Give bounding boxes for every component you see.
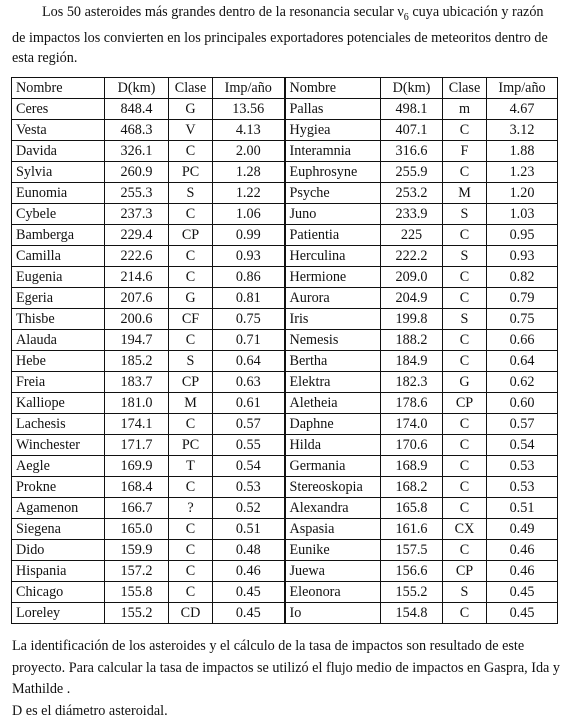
cell-diameter: 171.7 bbox=[105, 435, 169, 456]
cell-name-2: Hygiea bbox=[285, 120, 381, 141]
table-row bbox=[12, 372, 558, 393]
cell-name: Eugenia bbox=[12, 267, 105, 288]
table-row bbox=[12, 120, 558, 141]
cell-impacts: 0.51 bbox=[213, 519, 285, 540]
cell-class-2: CP bbox=[443, 561, 487, 582]
cell-name-2: Alexandra bbox=[285, 498, 381, 519]
cell-diameter: 200.6 bbox=[105, 309, 169, 330]
cell-name-2: Psyche bbox=[285, 183, 381, 204]
cell-diameter-2: 498.1 bbox=[381, 99, 443, 120]
cell-diameter: 155.8 bbox=[105, 582, 169, 603]
table-row bbox=[12, 99, 558, 120]
cell-class: V bbox=[169, 120, 213, 141]
table-row bbox=[12, 393, 558, 414]
cell-class-2: G bbox=[443, 372, 487, 393]
cell-diameter: 185.2 bbox=[105, 351, 169, 372]
cell-name-2: Stereoskopia bbox=[285, 477, 381, 498]
cell-diameter: 169.9 bbox=[105, 456, 169, 477]
cell-diameter-2: 222.2 bbox=[381, 246, 443, 267]
table-row bbox=[12, 414, 558, 435]
cell-name: Dido bbox=[12, 540, 105, 561]
cell-impacts-2: 0.45 bbox=[487, 582, 558, 603]
cell-name: Bamberga bbox=[12, 225, 105, 246]
cell-diameter: 155.2 bbox=[105, 603, 169, 624]
cell-impacts: 1.06 bbox=[213, 204, 285, 225]
footnote-paragraph-1: La identificación de los asteroides y el cálculo de la tasa de impactos son resultado de este proyecto. Para calcular la tasa de impactos se utilizó el flujo medio de impactos en Gaspra, Ida y Mathilde . bbox=[12, 638, 560, 697]
cell-impacts: 0.48 bbox=[213, 540, 285, 561]
cell-impacts-2: 0.66 bbox=[487, 330, 558, 351]
cell-diameter-2: 165.8 bbox=[381, 498, 443, 519]
cell-impacts: 0.64 bbox=[213, 351, 285, 372]
cell-name-2: Germania bbox=[285, 456, 381, 477]
cell-diameter-2: 184.9 bbox=[381, 351, 443, 372]
cell-name-2: Eunike bbox=[285, 540, 381, 561]
cell-class: C bbox=[169, 246, 213, 267]
cell-impacts-2: 0.49 bbox=[487, 519, 558, 540]
caption-text-before: Los 50 asteroides más grandes dentro de la resonancia secular bbox=[42, 4, 398, 20]
cell-class-2: m bbox=[443, 99, 487, 120]
table-row bbox=[12, 309, 558, 330]
cell-name: Camilla bbox=[12, 246, 105, 267]
cell-name-2: Bertha bbox=[285, 351, 381, 372]
table-row bbox=[12, 561, 558, 582]
table-row bbox=[12, 288, 558, 309]
table-row bbox=[12, 435, 558, 456]
cell-class: S bbox=[169, 351, 213, 372]
cell-diameter-2: 157.5 bbox=[381, 540, 443, 561]
cell-impacts-2: 0.46 bbox=[487, 540, 558, 561]
header-clase: Clase bbox=[169, 78, 213, 99]
cell-class-2: S bbox=[443, 204, 487, 225]
cell-name: Cybele bbox=[12, 204, 105, 225]
table-row bbox=[12, 603, 558, 624]
cell-impacts: 0.75 bbox=[213, 309, 285, 330]
cell-name-2: Elektra bbox=[285, 372, 381, 393]
cell-diameter-2: 178.6 bbox=[381, 393, 443, 414]
table-caption bbox=[12, 2, 560, 68]
cell-impacts: 0.45 bbox=[213, 582, 285, 603]
cell-diameter-2: 168.2 bbox=[381, 477, 443, 498]
cell-impacts-2: 0.45 bbox=[487, 603, 558, 624]
cell-name: Lachesis bbox=[12, 414, 105, 435]
cell-name: Prokne bbox=[12, 477, 105, 498]
cell-impacts-2: 0.57 bbox=[487, 414, 558, 435]
table-row bbox=[12, 162, 558, 183]
cell-diameter-2: 188.2 bbox=[381, 330, 443, 351]
cell-class: C bbox=[169, 519, 213, 540]
cell-class: G bbox=[169, 99, 213, 120]
cell-name: Vesta bbox=[12, 120, 105, 141]
cell-class-2: C bbox=[443, 225, 487, 246]
cell-diameter-2: 407.1 bbox=[381, 120, 443, 141]
cell-class-2: S bbox=[443, 309, 487, 330]
cell-diameter: 166.7 bbox=[105, 498, 169, 519]
table-row bbox=[12, 498, 558, 519]
cell-class-2: S bbox=[443, 582, 487, 603]
cell-class-2: C bbox=[443, 498, 487, 519]
asteroid-table bbox=[11, 77, 558, 624]
cell-diameter-2: 209.0 bbox=[381, 267, 443, 288]
table-row bbox=[12, 519, 558, 540]
cell-class: C bbox=[169, 582, 213, 603]
table-row bbox=[12, 456, 558, 477]
cell-impacts: 0.52 bbox=[213, 498, 285, 519]
cell-name-2: Io bbox=[285, 603, 381, 624]
table-row bbox=[12, 582, 558, 603]
cell-diameter-2: 255.9 bbox=[381, 162, 443, 183]
cell-diameter: 222.6 bbox=[105, 246, 169, 267]
cell-name-2: Hermione bbox=[285, 267, 381, 288]
cell-name: Agamenon bbox=[12, 498, 105, 519]
cell-class-2: C bbox=[443, 267, 487, 288]
cell-name: Loreley bbox=[12, 603, 105, 624]
table-row bbox=[12, 141, 558, 162]
cell-class-2: M bbox=[443, 183, 487, 204]
cell-impacts: 13.56 bbox=[213, 99, 285, 120]
cell-impacts-2: 0.60 bbox=[487, 393, 558, 414]
cell-class-2: C bbox=[443, 540, 487, 561]
cell-class: CF bbox=[169, 309, 213, 330]
table-row bbox=[12, 330, 558, 351]
cell-name-2: Juno bbox=[285, 204, 381, 225]
cell-impacts: 0.81 bbox=[213, 288, 285, 309]
cell-class: C bbox=[169, 141, 213, 162]
cell-impacts: 0.61 bbox=[213, 393, 285, 414]
cell-class-2: C bbox=[443, 477, 487, 498]
header-diametro-2: D(km) bbox=[381, 78, 443, 99]
cell-diameter: 326.1 bbox=[105, 141, 169, 162]
cell-class-2: F bbox=[443, 141, 487, 162]
footnote-paragraph-2: D es el diámetro asteroidal. bbox=[12, 702, 168, 719]
cell-name: Ceres bbox=[12, 99, 105, 120]
cell-diameter-2: 174.0 bbox=[381, 414, 443, 435]
table-row bbox=[12, 225, 558, 246]
cell-name-2: Herculina bbox=[285, 246, 381, 267]
header-nombre-2: Nombre bbox=[285, 78, 381, 99]
cell-impacts-2: 0.54 bbox=[487, 435, 558, 456]
table-row bbox=[12, 204, 558, 225]
cell-impacts-2: 0.79 bbox=[487, 288, 558, 309]
cell-impacts: 2.00 bbox=[213, 141, 285, 162]
cell-name: Aegle bbox=[12, 456, 105, 477]
cell-class-2: C bbox=[443, 435, 487, 456]
cell-class: T bbox=[169, 456, 213, 477]
cell-name-2: Juewa bbox=[285, 561, 381, 582]
cell-diameter-2: 155.2 bbox=[381, 582, 443, 603]
cell-diameter: 848.4 bbox=[105, 99, 169, 120]
cell-class-2: C bbox=[443, 414, 487, 435]
cell-impacts-2: 4.67 bbox=[487, 99, 558, 120]
header-diametro: D(km) bbox=[105, 78, 169, 99]
cell-impacts: 1.22 bbox=[213, 183, 285, 204]
nu-subscript: 6 bbox=[403, 11, 409, 23]
cell-class: CD bbox=[169, 603, 213, 624]
cell-name-2: Aspasia bbox=[285, 519, 381, 540]
cell-class: C bbox=[169, 204, 213, 225]
cell-name: Egeria bbox=[12, 288, 105, 309]
cell-diameter: 207.6 bbox=[105, 288, 169, 309]
cell-name: Hebe bbox=[12, 351, 105, 372]
cell-class-2: C bbox=[443, 456, 487, 477]
cell-name-2: Aurora bbox=[285, 288, 381, 309]
cell-impacts-2: 1.20 bbox=[487, 183, 558, 204]
cell-impacts-2: 0.53 bbox=[487, 456, 558, 477]
cell-impacts: 0.99 bbox=[213, 225, 285, 246]
header-clase-2: Clase bbox=[443, 78, 487, 99]
cell-name-2: Aletheia bbox=[285, 393, 381, 414]
cell-name-2: Nemesis bbox=[285, 330, 381, 351]
cell-name-2: Daphne bbox=[285, 414, 381, 435]
cell-name: Winchester bbox=[12, 435, 105, 456]
table-row bbox=[12, 267, 558, 288]
cell-impacts-2: 0.75 bbox=[487, 309, 558, 330]
cell-class-2: CP bbox=[443, 393, 487, 414]
cell-diameter-2: 170.6 bbox=[381, 435, 443, 456]
cell-diameter: 183.7 bbox=[105, 372, 169, 393]
cell-impacts-2: 0.64 bbox=[487, 351, 558, 372]
cell-diameter: 159.9 bbox=[105, 540, 169, 561]
cell-impacts: 0.57 bbox=[213, 414, 285, 435]
cell-diameter: 229.4 bbox=[105, 225, 169, 246]
cell-impacts: 0.53 bbox=[213, 477, 285, 498]
cell-class: PC bbox=[169, 162, 213, 183]
cell-diameter-2: 182.3 bbox=[381, 372, 443, 393]
caption-text-after: cuya ubicación y razón de impactos los convierten en los principales exportadores potenciales de meteoritos dentro de esta región. bbox=[12, 4, 548, 66]
header-nombre: Nombre bbox=[12, 78, 105, 99]
cell-name: Eunomia bbox=[12, 183, 105, 204]
cell-class: C bbox=[169, 540, 213, 561]
cell-diameter-2: 225 bbox=[381, 225, 443, 246]
cell-diameter-2: 154.8 bbox=[381, 603, 443, 624]
cell-class: G bbox=[169, 288, 213, 309]
cell-name-2: Euphrosyne bbox=[285, 162, 381, 183]
cell-class-2: C bbox=[443, 603, 487, 624]
cell-impacts: 0.86 bbox=[213, 267, 285, 288]
table-row bbox=[12, 183, 558, 204]
cell-name: Siegena bbox=[12, 519, 105, 540]
table-row bbox=[12, 540, 558, 561]
cell-diameter: 260.9 bbox=[105, 162, 169, 183]
table-row bbox=[12, 477, 558, 498]
cell-class-2: C bbox=[443, 120, 487, 141]
nu-symbol: ν bbox=[397, 4, 404, 20]
cell-class-2: CX bbox=[443, 519, 487, 540]
cell-impacts-2: 0.53 bbox=[487, 477, 558, 498]
table-footnote bbox=[12, 636, 560, 722]
header-impactos-2: Imp/año bbox=[487, 78, 558, 99]
cell-class-2: C bbox=[443, 351, 487, 372]
cell-diameter-2: 199.8 bbox=[381, 309, 443, 330]
cell-name-2: Eleonora bbox=[285, 582, 381, 603]
cell-impacts: 0.54 bbox=[213, 456, 285, 477]
cell-class-2: C bbox=[443, 288, 487, 309]
cell-impacts-2: 0.62 bbox=[487, 372, 558, 393]
cell-impacts-2: 1.03 bbox=[487, 204, 558, 225]
cell-diameter: 214.6 bbox=[105, 267, 169, 288]
cell-name: Freia bbox=[12, 372, 105, 393]
cell-class: PC bbox=[169, 435, 213, 456]
cell-name-2: Interamnia bbox=[285, 141, 381, 162]
cell-impacts: 0.71 bbox=[213, 330, 285, 351]
cell-name: Kalliope bbox=[12, 393, 105, 414]
cell-class: CP bbox=[169, 225, 213, 246]
cell-diameter: 174.1 bbox=[105, 414, 169, 435]
cell-impacts: 0.45 bbox=[213, 603, 285, 624]
cell-class-2: C bbox=[443, 162, 487, 183]
cell-impacts-2: 1.88 bbox=[487, 141, 558, 162]
cell-class-2: C bbox=[443, 330, 487, 351]
cell-name: Alauda bbox=[12, 330, 105, 351]
cell-impacts: 0.93 bbox=[213, 246, 285, 267]
cell-diameter: 168.4 bbox=[105, 477, 169, 498]
cell-diameter: 194.7 bbox=[105, 330, 169, 351]
cell-class: ? bbox=[169, 498, 213, 519]
cell-impacts-2: 0.82 bbox=[487, 267, 558, 288]
header-impactos: Imp/año bbox=[213, 78, 285, 99]
cell-name-2: Hilda bbox=[285, 435, 381, 456]
cell-diameter-2: 233.9 bbox=[381, 204, 443, 225]
cell-name: Chicago bbox=[12, 582, 105, 603]
cell-impacts: 1.28 bbox=[213, 162, 285, 183]
cell-class: CP bbox=[169, 372, 213, 393]
cell-diameter-2: 253.2 bbox=[381, 183, 443, 204]
cell-name-2: Iris bbox=[285, 309, 381, 330]
table-body bbox=[12, 99, 558, 624]
cell-impacts: 4.13 bbox=[213, 120, 285, 141]
cell-class: S bbox=[169, 183, 213, 204]
cell-class: C bbox=[169, 414, 213, 435]
cell-impacts: 0.63 bbox=[213, 372, 285, 393]
cell-diameter: 157.2 bbox=[105, 561, 169, 582]
cell-impacts-2: 3.12 bbox=[487, 120, 558, 141]
cell-impacts-2: 0.93 bbox=[487, 246, 558, 267]
cell-name-2: Pallas bbox=[285, 99, 381, 120]
table-header-row bbox=[12, 78, 558, 99]
cell-class: C bbox=[169, 561, 213, 582]
cell-diameter: 181.0 bbox=[105, 393, 169, 414]
cell-diameter-2: 204.9 bbox=[381, 288, 443, 309]
cell-diameter-2: 156.6 bbox=[381, 561, 443, 582]
cell-class: C bbox=[169, 477, 213, 498]
cell-name: Thisbe bbox=[12, 309, 105, 330]
cell-class: M bbox=[169, 393, 213, 414]
cell-diameter-2: 161.6 bbox=[381, 519, 443, 540]
cell-name-2: Patientia bbox=[285, 225, 381, 246]
cell-name: Hispania bbox=[12, 561, 105, 582]
cell-impacts-2: 0.95 bbox=[487, 225, 558, 246]
cell-diameter: 255.3 bbox=[105, 183, 169, 204]
cell-diameter: 165.0 bbox=[105, 519, 169, 540]
cell-diameter-2: 316.6 bbox=[381, 141, 443, 162]
table-row bbox=[12, 246, 558, 267]
cell-diameter: 237.3 bbox=[105, 204, 169, 225]
cell-class: C bbox=[169, 330, 213, 351]
cell-impacts-2: 0.51 bbox=[487, 498, 558, 519]
cell-diameter: 468.3 bbox=[105, 120, 169, 141]
cell-name: Sylvia bbox=[12, 162, 105, 183]
cell-impacts-2: 0.46 bbox=[487, 561, 558, 582]
cell-name: Davida bbox=[12, 141, 105, 162]
cell-diameter-2: 168.9 bbox=[381, 456, 443, 477]
table-row bbox=[12, 351, 558, 372]
cell-class-2: S bbox=[443, 246, 487, 267]
cell-class: C bbox=[169, 267, 213, 288]
cell-impacts-2: 1.23 bbox=[487, 162, 558, 183]
cell-impacts: 0.46 bbox=[213, 561, 285, 582]
cell-impacts: 0.55 bbox=[213, 435, 285, 456]
